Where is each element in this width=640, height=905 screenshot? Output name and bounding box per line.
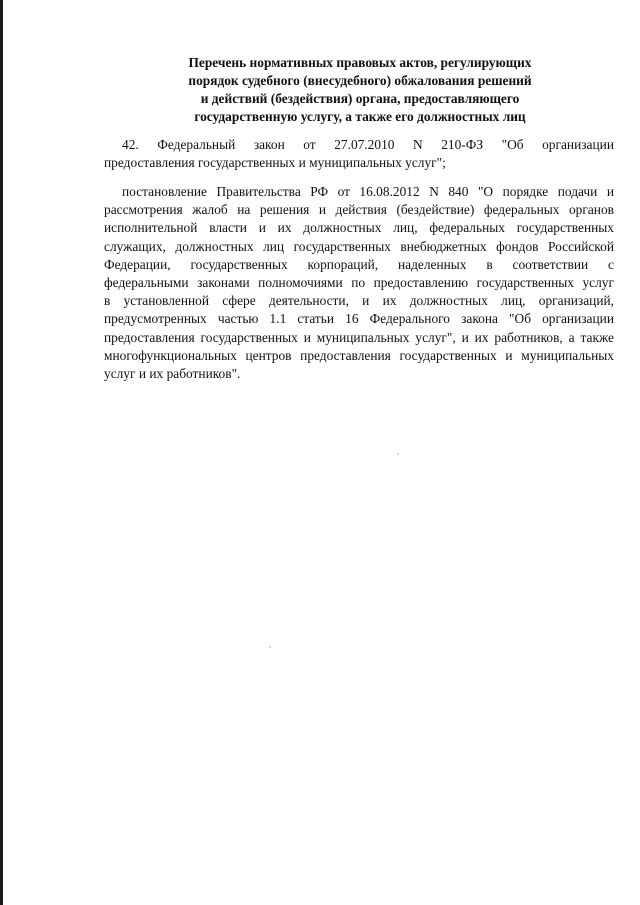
paragraph-line: исполнительной власти и их должностных лиц, федеральных государственных [104,220,614,236]
paragraph-line: 42. Федеральный закон от 27.07.2010 N 210-ФЗ "Об организации [122,137,614,152]
paragraph-line: предусмотренных частью 1.1 статьи 16 Федерального закона "Об организации [104,311,614,327]
scan-left-edge [0,0,3,905]
paragraph-line: рассмотрения жалоб на решения и действия (бездействие) федеральных органов [104,202,614,218]
paragraph-government-decree [104,183,614,383]
paragraph-line: предоставления государственных и муниципальных услуг"; [104,155,446,171]
title-line: порядок судебного (внесудебного) обжалования решений [188,73,532,88]
paragraph-line: федеральными законами полномочиями по предоставлению государственных услуг [104,275,614,291]
paragraph-line: постановление Правительства РФ от 16.08.2012 N 840 "О порядке подачи и [122,184,614,199]
paragraph-line: предоставления государственных и муниципальных услуг", и их работников, а также [104,329,614,345]
paragraph-line: служащих, должностных лиц государственных внебюджетных фондов Российской [104,238,614,254]
title-line: Перечень нормативных правовых актов, регулирующих [188,55,532,70]
title-line: и действий (бездействия) органа, предоставляющего [200,91,520,106]
paragraph-line: в установленной сфере деятельности, и их должностных лиц, организаций, [104,293,614,309]
title-line: государственную услугу, а также его должностных лиц [194,109,526,124]
document-title [150,54,570,126]
paragraph-line: услуг и их работников". [104,366,241,382]
paragraph-line: Федерации, государственных корпораций, наделенных в соответствии с [104,256,614,272]
scan-speck [269,646,271,648]
paragraph-line: многофункциональных центров предоставления государственных и муниципальных [104,347,614,363]
scan-speck [397,453,399,455]
paragraph-federal-law [104,136,614,172]
